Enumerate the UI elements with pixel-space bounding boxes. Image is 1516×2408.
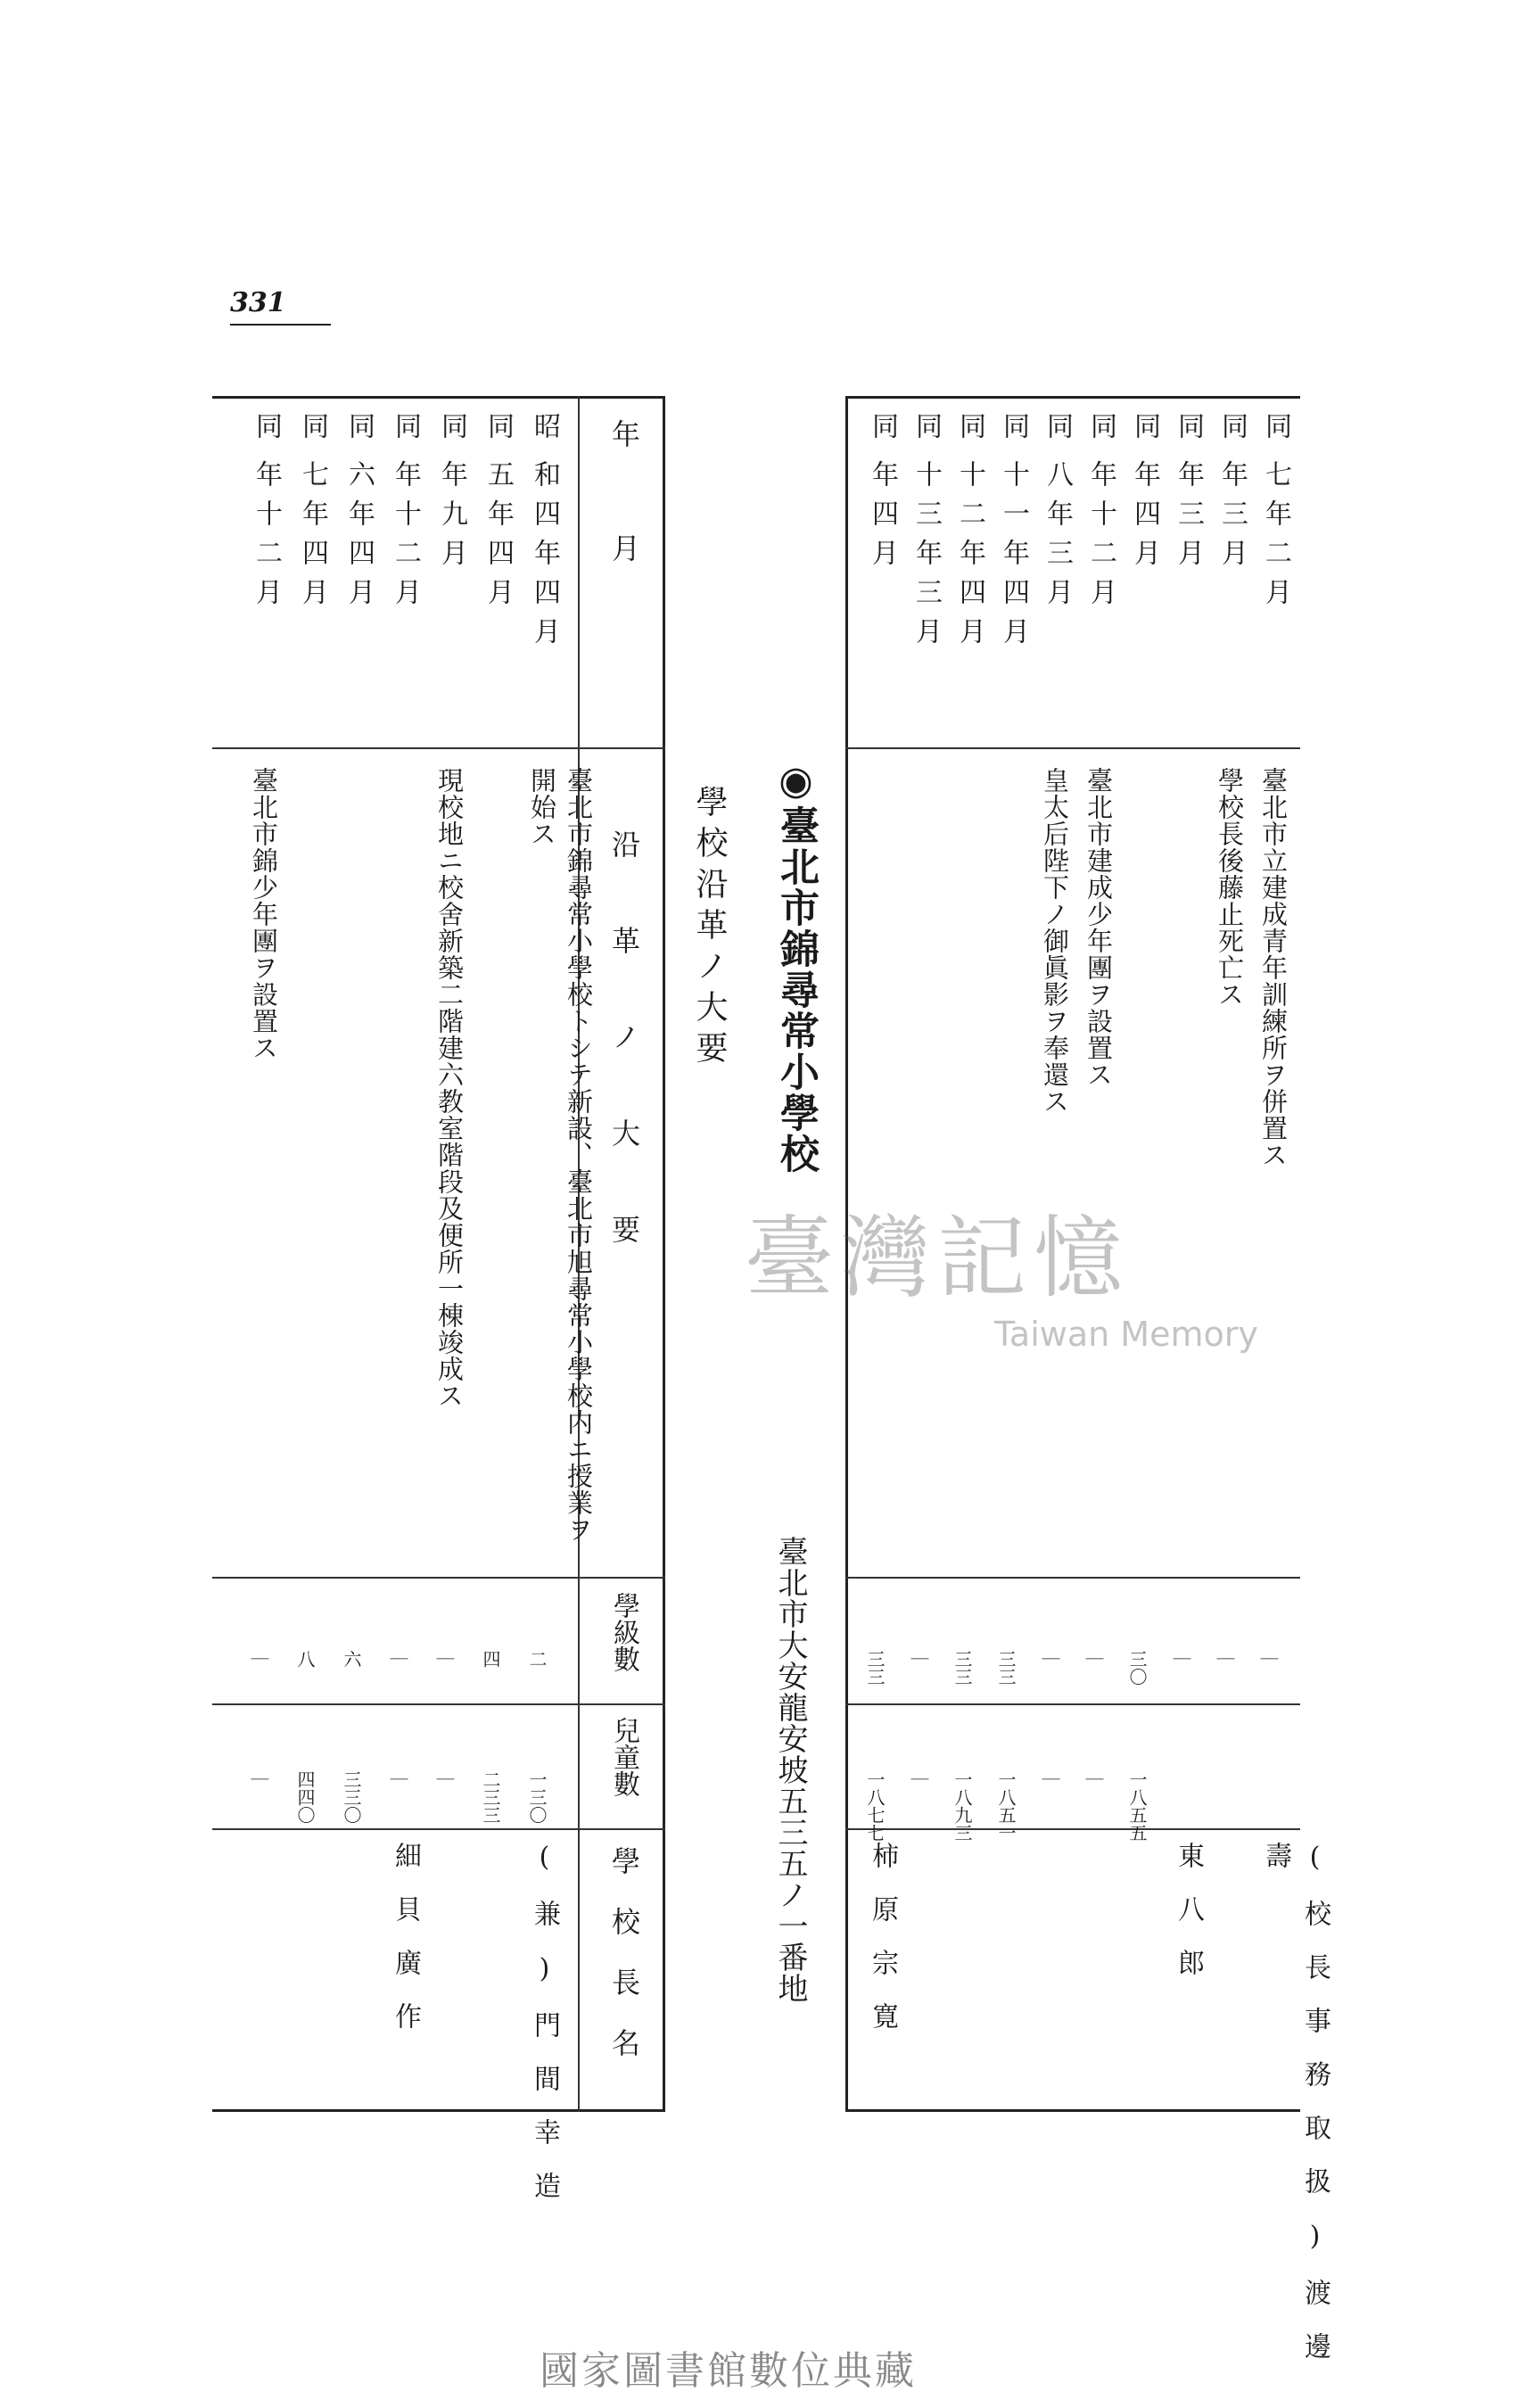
right-row-pupils: 一八五五 bbox=[1126, 1770, 1148, 1842]
right-row-era: 同 bbox=[910, 412, 942, 439]
left-row-pupils: 四四〇 bbox=[294, 1770, 316, 1824]
header-date: 年 月 bbox=[607, 419, 641, 562]
right-row-pupils: 一八五一 bbox=[995, 1770, 1017, 1842]
right-row-event: 臺北市建成少年團ヲ設置ス bbox=[1083, 767, 1114, 1088]
right-row-era: 同 bbox=[1042, 412, 1073, 439]
left-row-principal: (兼)門間幸造 bbox=[529, 1842, 560, 2225]
watermark bbox=[745, 1186, 1258, 1354]
right-row-date: 年十二月 bbox=[1085, 460, 1116, 617]
right-row-pupils: 一八七七 bbox=[864, 1770, 886, 1842]
left-row-pupils: ｜ bbox=[387, 1770, 408, 1788]
left-row-era: 同 bbox=[482, 412, 514, 439]
right-row-pupils: ｜ bbox=[1039, 1770, 1060, 1788]
left-row-date: 年十二月 bbox=[251, 460, 282, 617]
right-row-principal: 東八郎 bbox=[1173, 1842, 1204, 2002]
left-row-date: 年十二月 bbox=[390, 460, 421, 617]
right-row-era: 同 bbox=[998, 412, 1029, 439]
right-row-date: 年四月 bbox=[1129, 460, 1160, 578]
right-row-era: 同 bbox=[1085, 412, 1116, 439]
left-row-pupils: ｜ bbox=[433, 1770, 455, 1788]
watermark-english: Taiwan Memory bbox=[994, 1315, 1258, 1354]
left-row-date: 和四年四月 bbox=[529, 460, 560, 656]
right-row-classes: 三三 bbox=[952, 1650, 973, 1686]
right-row-date: 十二年四月 bbox=[954, 460, 985, 656]
right-row-era: 同 bbox=[954, 412, 985, 439]
right-row-date: 十三年三月 bbox=[910, 460, 942, 656]
left-row-date: 年九月 bbox=[436, 460, 467, 578]
left-row-pupils: 二三三 bbox=[480, 1770, 501, 1824]
left-row-date: 七年四月 bbox=[297, 460, 328, 617]
right-row-pupils: 一八九三 bbox=[952, 1770, 973, 1842]
right-row-era: 同 bbox=[1129, 412, 1160, 439]
right-row-date: 十一年四月 bbox=[998, 460, 1029, 656]
watermark-chinese: 臺灣記憶 bbox=[745, 1206, 1130, 1310]
left-row-era: 同 bbox=[297, 412, 328, 439]
left-row-date: 五年四月 bbox=[482, 460, 514, 617]
left-row-classes: 二 bbox=[526, 1650, 548, 1668]
history-heading: 學校沿革ノ大要 bbox=[691, 785, 728, 1072]
left-row-era: 同 bbox=[436, 412, 467, 439]
left-row-pupils: 三三〇 bbox=[341, 1770, 362, 1824]
right-row-event: 皇太后陛下ノ御眞影ヲ奉還ス bbox=[1040, 767, 1070, 1115]
header-pupils: 兒童數 bbox=[608, 1717, 639, 1797]
header-classes: 學級數 bbox=[608, 1592, 639, 1672]
left-row-classes: 六 bbox=[341, 1650, 362, 1668]
right-row-classes: 三三 bbox=[995, 1650, 1017, 1686]
right-row-date: 八年三月 bbox=[1042, 460, 1073, 617]
left-row-pupils: ｜ bbox=[248, 1770, 269, 1788]
right-row-era: 同 bbox=[1216, 412, 1248, 439]
left-row-pupils: 一三〇 bbox=[526, 1770, 548, 1824]
right-row-era: 同 bbox=[867, 412, 898, 439]
right-row-pupils: ｜ bbox=[1083, 1770, 1104, 1788]
right-row-pupils: ｜ bbox=[908, 1770, 929, 1788]
left-row-date: 六年四月 bbox=[343, 460, 375, 617]
right-row-event: 臺北市立建成青年訓練所ヲ併置ス bbox=[1258, 767, 1289, 1168]
right-row-classes: ｜ bbox=[1039, 1650, 1060, 1668]
right-row-date: 七年二月 bbox=[1260, 460, 1291, 617]
right-row-era: 同 bbox=[1173, 412, 1204, 439]
header-history: 沿 革 ノ 大 要 bbox=[607, 829, 641, 1263]
left-row-classes: 四 bbox=[480, 1650, 501, 1668]
right-row-classes: ｜ bbox=[1214, 1650, 1235, 1668]
right-row-principal: (校長事務取扱)渡邊壽 bbox=[1260, 1842, 1331, 2386]
left-row-classes: 八 bbox=[294, 1650, 316, 1668]
right-row-classes: ｜ bbox=[1083, 1650, 1104, 1668]
left-row-classes: ｜ bbox=[248, 1650, 269, 1668]
right-row-classes: 三〇 bbox=[1126, 1650, 1148, 1686]
right-row-classes: ｜ bbox=[908, 1650, 929, 1668]
right-row-date: 年三月 bbox=[1216, 460, 1248, 578]
header-principal: 學校長名 bbox=[607, 1846, 641, 2089]
right-row-principal: 柿原宗寛 bbox=[867, 1842, 898, 2056]
left-row-era: 昭 bbox=[529, 412, 560, 439]
school-address: 臺北市大安龍安坡五三五ノ一番地 bbox=[772, 1536, 808, 2004]
right-row-event: 學校長後藤止死亡ス bbox=[1215, 767, 1245, 1008]
right-row-classes: ｜ bbox=[1257, 1650, 1279, 1668]
right-row-era: 同 bbox=[1260, 412, 1291, 439]
right-row-date: 年四月 bbox=[867, 460, 898, 578]
left-row-event: 臺北市錦尋常小學校トシテ新設、臺北市旭尋常小學校内ニ授業ヲ開始ス bbox=[527, 767, 594, 1543]
left-row-era: 同 bbox=[343, 412, 375, 439]
left-row-classes: ｜ bbox=[387, 1650, 408, 1668]
left-row-classes: ｜ bbox=[433, 1650, 455, 1668]
left-row-era: 同 bbox=[251, 412, 282, 439]
left-row-principal: 細貝廣作 bbox=[390, 1842, 421, 2056]
right-row-classes: 三三 bbox=[864, 1650, 886, 1686]
right-row-date: 年三月 bbox=[1173, 460, 1204, 578]
footer-library: 國家圖書館數位典藏 bbox=[540, 2348, 917, 2394]
left-row-era: 同 bbox=[390, 412, 421, 439]
school-title: ◉臺北市錦尋常小學校 bbox=[773, 758, 819, 1175]
left-row-event: 現校地ニ校舍新築二階建六教室階段及便所一棟竣成ス bbox=[434, 767, 465, 1409]
left-row-event: 臺北市錦少年團ヲ設置ス bbox=[249, 767, 279, 1061]
right-row-classes: ｜ bbox=[1170, 1650, 1191, 1668]
page-number: 331 bbox=[230, 287, 331, 326]
